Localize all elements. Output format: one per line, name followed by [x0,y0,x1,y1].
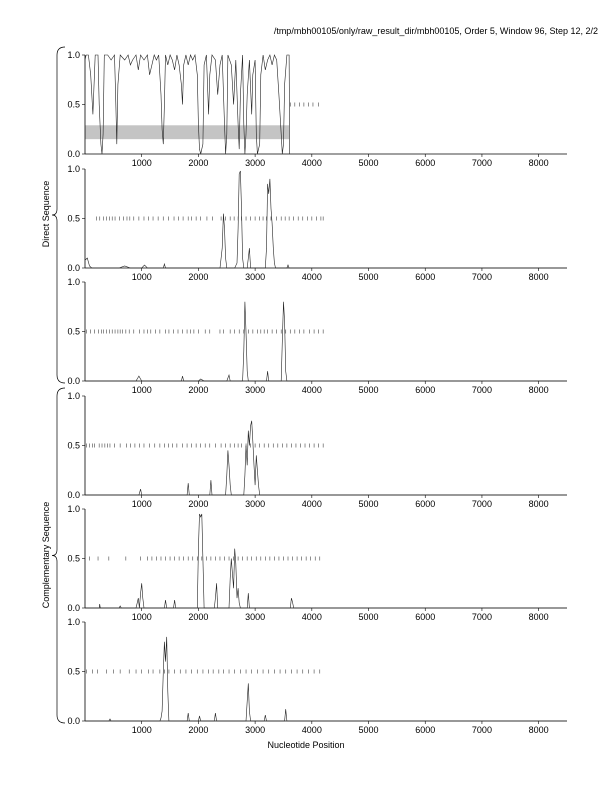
x-tick-label: 4000 [301,499,322,509]
y-tick-label: 0.5 [67,99,80,110]
panel-5 [67,504,567,622]
x-tick-label: 5000 [358,385,379,395]
x-tick-label: 8000 [528,612,549,622]
x-tick-label: 5000 [358,725,379,735]
y-tick-label: 1.0 [67,277,80,287]
x-tick-label: 3000 [245,499,266,509]
x-tick-label: 3000 [245,725,266,735]
x-tick-label: 2000 [188,158,209,168]
y-tick-label: 0.5 [67,440,80,451]
x-tick-label: 8000 [528,385,549,395]
x-tick-label: 4000 [301,725,322,735]
x-tick-label: 8000 [528,272,549,282]
x-tick-label: 2000 [188,725,209,735]
x-tick-label: 1000 [131,158,152,168]
x-tick-label: 4000 [301,272,322,282]
x-tick-label: 6000 [415,499,436,509]
x-tick-label: 2000 [188,612,209,622]
x-tick-label: 6000 [415,272,436,282]
x-tick-label: 7000 [471,158,492,168]
x-tick-label: 3000 [245,272,266,282]
x-tick-label: 4000 [301,385,322,395]
panel-1 [67,50,567,168]
x-tick-label: 4000 [301,158,322,168]
y-tick-label: 0.5 [67,326,80,337]
x-tick-label: 3000 [245,158,266,168]
x-tick-label: 8000 [528,499,549,509]
y-tick-label: 1.0 [67,391,80,401]
x-tick-label: 5000 [358,158,379,168]
series-line [85,637,567,721]
y-tick-label: 0.0 [67,376,80,386]
group-braces [52,47,65,723]
x-tick-label: 1000 [131,725,152,735]
panel-6 [67,617,567,735]
x-tick-label: 5000 [358,499,379,509]
group-label-direct: Direct Sequence [41,180,51,248]
y-tick-label: 0.0 [67,603,80,613]
y-tick-label: 1.0 [67,504,80,514]
series-line [85,171,567,268]
panel-3 [67,277,567,395]
x-tick-label: 1000 [131,385,152,395]
y-tick-label: 0.5 [67,666,80,677]
group-label-complementary: Complementary Sequence [41,501,51,608]
x-tick-label: 7000 [471,272,492,282]
panel-2 [67,164,567,282]
x-tick-label: 7000 [471,725,492,735]
x-tick-label: 1000 [131,612,152,622]
x-tick-label: 6000 [415,385,436,395]
y-tick-label: 0.5 [67,553,80,564]
x-tick-label: 7000 [471,499,492,509]
x-tick-label: 2000 [188,499,209,509]
x-tick-label: 2000 [188,272,209,282]
x-tick-label: 8000 [528,158,549,168]
x-tick-label: 8000 [528,725,549,735]
x-tick-label: 6000 [415,158,436,168]
x-tick-label: 3000 [245,385,266,395]
y-tick-label: 0.0 [67,716,80,726]
group-brace [52,388,65,723]
y-tick-label: 0.5 [67,213,80,224]
group-brace [52,47,65,383]
panel-4 [67,391,567,509]
x-axis-label: Nucleotide Position [267,740,345,750]
y-tick-label: 1.0 [67,50,80,60]
x-tick-label: 7000 [471,612,492,622]
chart-panels [67,50,567,735]
x-tick-label: 7000 [471,385,492,395]
highlight-band [85,125,289,139]
x-tick-label: 1000 [131,499,152,509]
x-tick-label: 5000 [358,612,379,622]
x-tick-label: 6000 [415,612,436,622]
series-line [85,302,567,381]
x-tick-label: 5000 [358,272,379,282]
y-tick-label: 0.0 [67,149,80,159]
x-tick-label: 1000 [131,272,152,282]
x-tick-label: 3000 [245,612,266,622]
figure-title: /tmp/mbh00105/only/raw_result_dir/mbh00105, Order 5, Window 96, Step 12, 2/2 [273,26,598,36]
series-line [85,514,567,608]
series-line [85,421,567,495]
y-tick-label: 0.0 [67,490,80,500]
y-tick-label: 1.0 [67,164,80,174]
x-tick-label: 6000 [415,725,436,735]
x-tick-label: 4000 [301,612,322,622]
y-tick-label: 1.0 [67,617,80,627]
x-tick-label: 2000 [188,385,209,395]
y-tick-label: 0.0 [67,263,80,273]
